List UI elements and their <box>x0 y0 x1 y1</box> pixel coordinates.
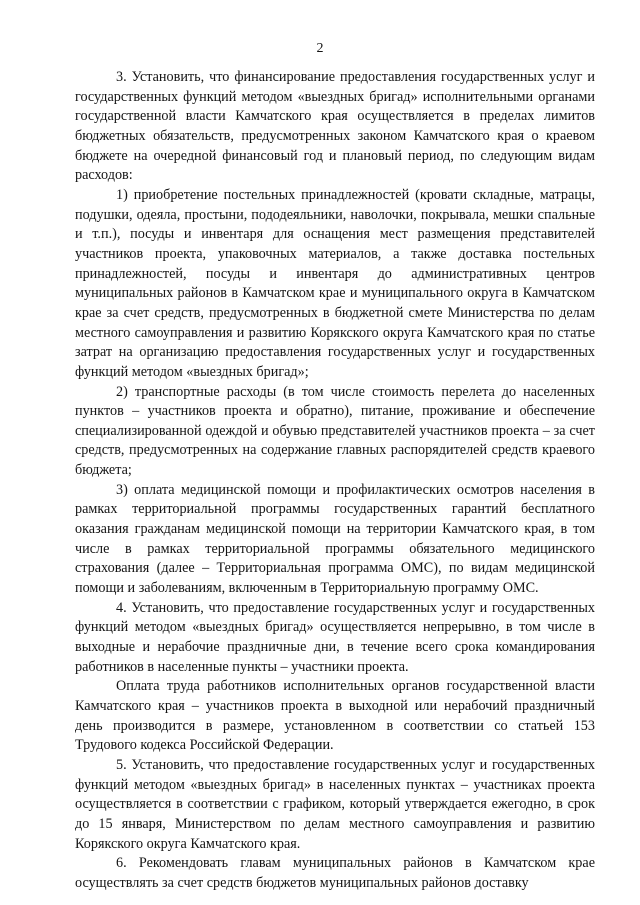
page-number: 2 <box>316 41 324 56</box>
document-body <box>75 68 595 894</box>
paragraph-subitem-2-transport: 2) транспортные расходы (в том числе стоимость перелета до населенных пунктов – участников проекта и обратно), питание, проживание и обеспечение специализированной одеждой и обувью представителей участников проекта – за счет средств, предусмотренных на содержание главных распорядителей средств краевого бюджета; <box>75 383 595 479</box>
paragraph-item-4-continuity: 4. Установить, что предоставление государственных услуг и государственных функций методом «выездных бригад» осуществляется непрерывно, в том числе в выходные и нерабочие праздничные дни, в течение всего срока командирования работников в населенные пункты – участники проекта. <box>75 599 595 675</box>
paragraph-item-5-schedule: 5. Установить, что предоставление государственных услуг и государственных функций методом «выездных бригад» в населенных пунктах – участниках проекта осуществляется в соответствии с графиком, который утверждается ежегодно, в срок до 15 января, Министерством по делам местного самоуправления и развитию Корякского округа Камчатского края. <box>75 756 595 852</box>
paragraph-item-6-recommendation: 6. Рекомендовать главам муниципальных районов в Камчатском крае осуществлять за счет средств бюджетов муниципальных районов доставку <box>75 855 595 891</box>
paragraph-labor-payment: Оплата труда работников исполнительных органов государственной власти Камчатского края – участников проекта в выходной или нерабочий праздничный день производится в размере, установленном в соответствии со статьей 153 Трудового кодекса Российской Федерации. <box>75 678 595 754</box>
paragraph-item-3-financing: 3. Установить, что финансирование предоставления государственных услуг и государственных функций методом «выездных бригад» исполнительными органами государственной власти Камчатского края осуществляется в пределах лимитов бюджетных обязательств, предусмотренных законом Камчатского края о краевом бюджете на очередной финансовый год и плановый период, по следующим видам расходов: <box>75 69 595 184</box>
paragraph-subitem-1-bedding: 1) приобретение постельных принадлежностей (кровати складные, матрацы, подушки, одеяла, простыни, пододеяльники, наволочки, покрывала, мешки спальные и т.п.), посуды и инвентаря для оснащения мест размещения представителей участников проекта, упаковочных материалов, а также доставка постельных принадлежностей, посуды и инвентаря до административных центров муниципальных районов в Камчатском крае и муниципального округа в Камчатском крае за счет средств, предусмотренных в бюджетной смете Министерства по делам местного самоуправления и развитию Корякского округа Камчатского края по статье затрат на организацию предоставления государственных услуг и государственных функций методом «выездных бригад»; <box>75 186 595 380</box>
paragraph-subitem-3-medical: 3) оплата медицинской помощи и профилактических осмотров населения в рамках территориальной программы государственных гарантий бесплатного оказания гражданам медицинской помощи на территории Камчатского края, в том числе в рамках территориальной программы обязательного медицинского страхования (далее – Территориальная программа ОМС), по видам медицинской помощи и заболеваниям, включенным в Территориальную программу ОМС. <box>75 481 595 597</box>
